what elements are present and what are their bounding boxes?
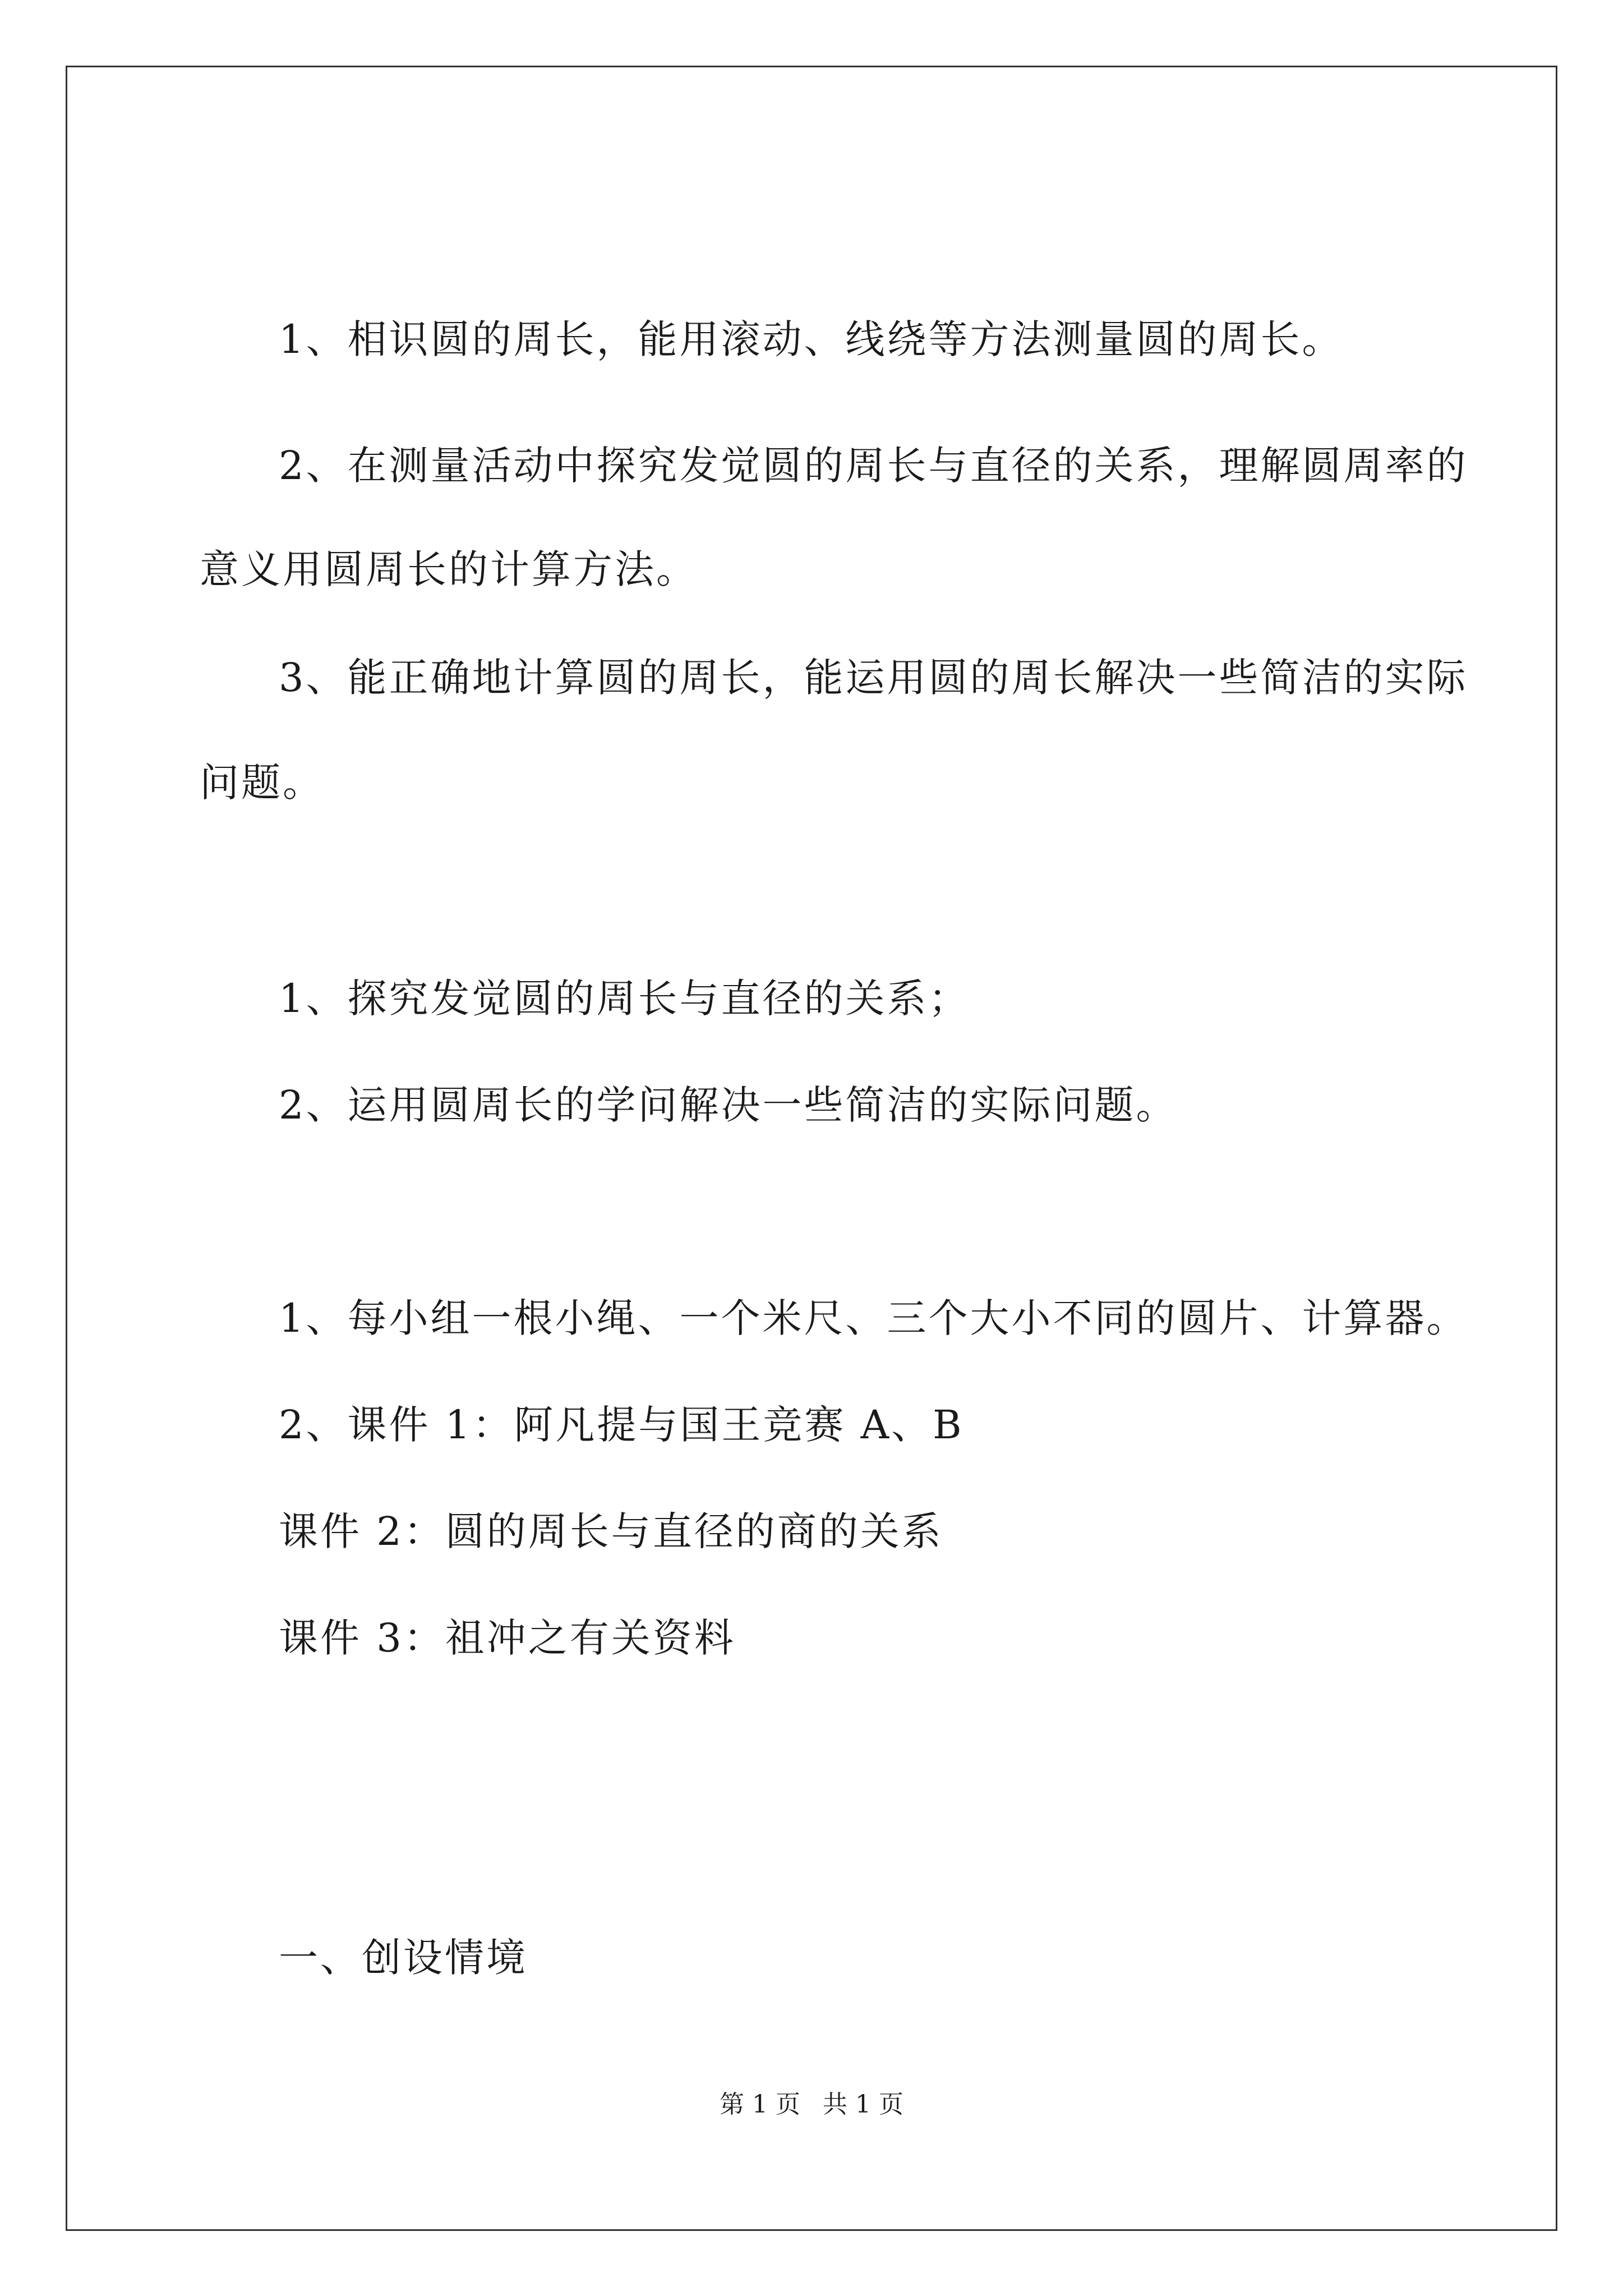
preparation-2: 2、课件 1：阿凡提与国王竞赛 A、B (279, 1402, 964, 1448)
preparation-3: 课件 2：圆的周长与直径的商的关系 (279, 1508, 943, 1554)
objective-2-line-1: 2、在测量活动中探究发觉圆的周长与直径的关系，理解圆周率的 (279, 443, 1468, 489)
objective-1: 1、相识圆的周长，能用滚动、线绕等方法测量圆的周长。 (279, 316, 1344, 362)
page-number-total: 共 1 页 (823, 2090, 903, 2119)
objective-3-line-1: 3、能正确地计算圆的周长，能运用圆的周长解决一些简洁的实际 (279, 655, 1468, 701)
objective-2-line-2: 意义用圆周长的计算方法。 (200, 546, 698, 592)
page-footer (0, 2088, 1623, 2122)
section-heading-create-context: 一、创设情境 (279, 1935, 528, 1981)
key-point-2: 2、运用圆周长的学问解决一些简洁的实际问题。 (279, 1082, 1178, 1128)
objective-3-line-2: 问题。 (200, 760, 324, 806)
key-point-1: 1、探究发觉圆的周长与直径的关系； (279, 976, 970, 1022)
page-border (66, 66, 1557, 2231)
preparation-1: 1、每小组一根小绳、一个米尺、三个大小不同的圆片、计算器。 (279, 1295, 1468, 1341)
preparation-4: 课件 3：祖冲之有关资料 (279, 1615, 736, 1661)
page-number-current: 第 1 页 (720, 2090, 800, 2119)
